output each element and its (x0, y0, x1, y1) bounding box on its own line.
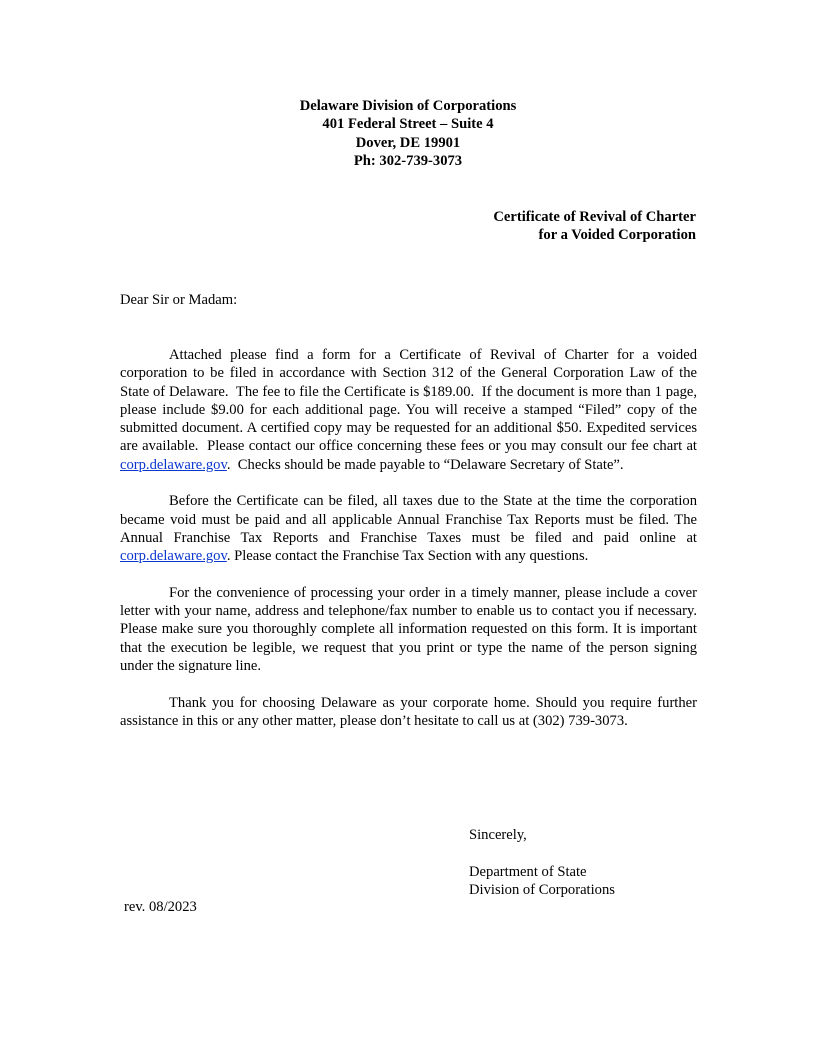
salutation: Dear Sir or Madam: (120, 292, 238, 308)
paragraph-thanks: Thank you for choosing Delaware as your corporate home. Should you require further assistance in this or any other matter, please don’t hesitate to call us at (302) 739-3073. (120, 694, 697, 729)
closing-sincerely: Sincerely, (469, 827, 527, 843)
letter-body (120, 346, 697, 749)
closing-division: Division of Corporations (469, 881, 615, 898)
paragraph-fees (120, 346, 697, 474)
closing-department: Department of State (469, 863, 587, 880)
title-line-1: Certificate of Revival of Charter (493, 209, 696, 225)
franchise-tax-link[interactable]: corp.delaware.gov (120, 548, 227, 565)
paragraph-processing: For the convenience of processing your order in a timely manner, please include a cover letter with your name, address and telephone/fax number to enable us to contact you if necessary. Please make sure you thoroughly complete all information requested on this form. It is important that the execution be legible, we request that you print or type the name of the person signing under the signature line. (120, 584, 697, 675)
phone-number: Ph: 302-739-3073 (353, 152, 463, 169)
city-state-zip: Dover, DE 19901 (355, 134, 461, 151)
paragraph-taxes-text-1: Before the Certificate can be filed, all taxes due to the State at the time the corporation became void must be paid and all applicable Annual Franchise Tax Reports must be filed. The Annual Franchise Tax Reports and Franchise Taxes must be filed and paid online at (120, 493, 697, 546)
closing-gap (469, 844, 615, 862)
paragraph-fees-text-1: Attached please find a form for a Certificate of Revival of Charter for a voided corporation to be filed in accordance with Section 312 of the General Corporation Law of the State of Delaware. The fee to file the Certificate is $189.00. If the document is more than 1 page, please include $9.00 for each additional page. You will receive a stamped “Filed” copy of the submitted document. A certified copy may be requested for an additional $50. Expedited services are available. Please contact our office concerning these fees or you may consult our fee chart at (120, 347, 697, 455)
title-line-2: for a Voided Corporation (538, 227, 696, 244)
fee-chart-link[interactable]: corp.delaware.gov (120, 456, 227, 473)
letterhead (0, 97, 816, 170)
paragraph-taxes (120, 492, 697, 565)
agency-name: Delaware Division of Corporations (299, 98, 517, 114)
revision-date: rev. 08/2023 (124, 899, 197, 915)
paragraph-fees-text-2: . Checks should be made payable to “Delaware Secretary of State”. (226, 456, 624, 473)
signature-block (469, 826, 615, 899)
street-address: 401 Federal Street – Suite 4 (322, 116, 494, 133)
paragraph-taxes-text-2: . Please contact the Franchise Tax Section with any questions. (226, 548, 589, 565)
document-title (493, 208, 696, 245)
